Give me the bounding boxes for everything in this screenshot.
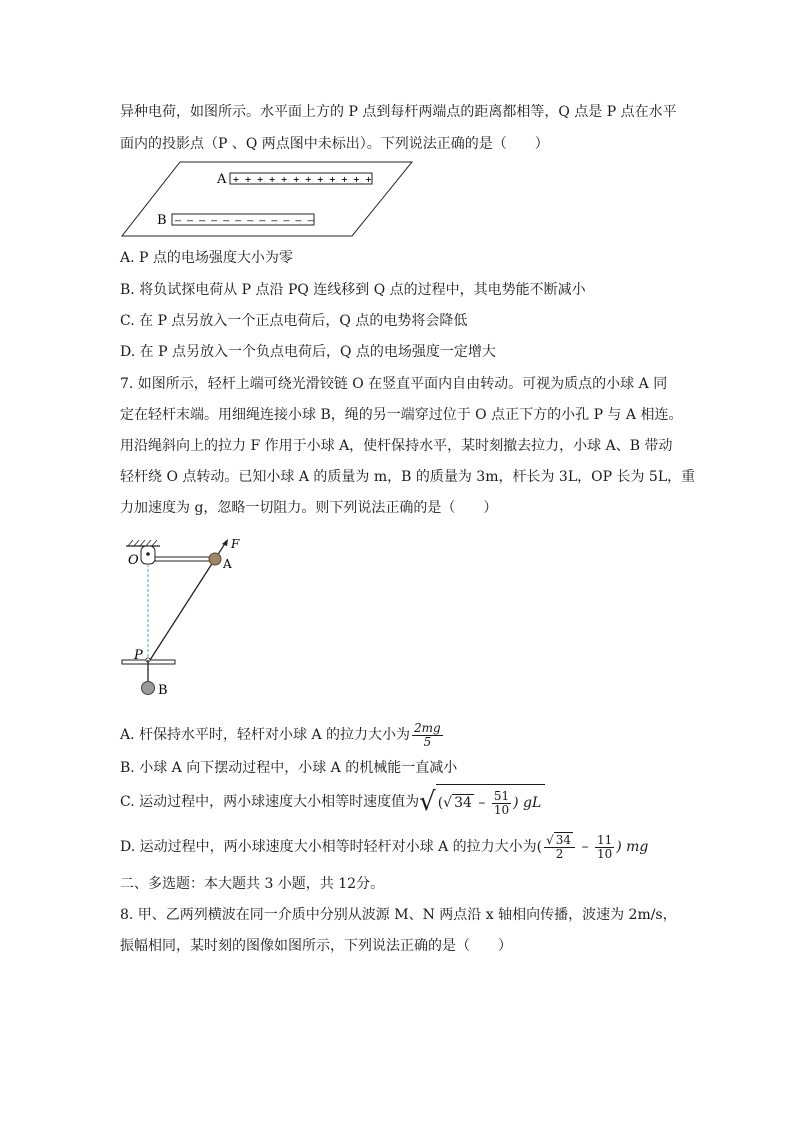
q7-option-a: [120, 720, 445, 750]
q7-text-line2: 定在轻杆末端。用细绳连接小球 B，绳的另一端穿过位于 O 点正下方的小孔 P 与 A 相连。: [120, 407, 683, 423]
frac-num: 2mg: [414, 720, 441, 735]
section-heading-multiple-choice: 二、多选题：本大题共 3 小题，共 12分。: [120, 876, 385, 892]
frac-den: 10: [596, 846, 613, 861]
q6-option-c: C. 在 P 点另放入一个正点电荷后，Q 点的电势将会降低: [120, 313, 468, 329]
minus-sign: –: [581, 839, 589, 855]
inner-radicand: 34: [454, 795, 472, 811]
radicand: (√ 34 – $\frac{51}{10}$ ) gL: [436, 784, 546, 820]
rod-pulley-figure: [118, 532, 248, 702]
q6-option-b: B. 将负试探电荷从 P 点沿 PQ 连线移到 Q 点的过程中，其电势能不断减小: [120, 282, 586, 298]
q7-option-d-text: D. 运动过程中，两小球速度大小相等时轻杆对小球 A 的拉力大小为(: [120, 839, 543, 855]
rod-b-charges: – – – – – – – – – – – –: [175, 215, 314, 227]
q7-option-b: B. 小球 A 向下摆动过程中，小球 A 的机械能一直减小: [120, 760, 458, 776]
label-a: A: [223, 557, 232, 571]
radicand: 34: [555, 832, 572, 847]
q7-text-line5: 力加速度为 g，忽略一切阻力。则下列说法正确的是（ ）: [120, 500, 498, 516]
q8-text-line1: 8. 甲、乙两列横波在同一介质中分别从波源 M、N 两点沿 x 轴相向传播，波速为 2m/s，: [120, 907, 677, 923]
frac-den: 2: [555, 846, 564, 861]
q7-text-line1: 7. 如图所示，轻杆上端可绕光滑铰链 O 在竖直平面内自由转动。可视为质点的小球 A 同: [120, 376, 668, 392]
q6-text-line1: 异种电荷，如图所示。水平面上方的 P 点到每杆两端点的距离都相等，Q 点是 P 点在水平: [120, 104, 677, 120]
ball-b: [142, 682, 155, 695]
q7-text-line4: 轻杆绕 O 点转动。已知小球 A 的质量为 m，B 的质量为 3m，杆长为 3L，OP 长为 5L，重: [120, 469, 696, 485]
q6-option-d: D. 在 P 点另放入一个负点电荷后，Q 点的电场强度一定增大: [120, 344, 496, 360]
q7-option-d: [120, 830, 648, 864]
rod-a-charges: + + + + + + + + + + + +: [233, 174, 372, 186]
label-p: P: [134, 648, 143, 663]
q8-text-line2: 振幅相同，某时刻的图像如图所示，下列说法正确的是（ ）: [120, 938, 512, 954]
q6-option-a: A. P 点的电场强度大小为零: [120, 250, 293, 266]
q6-text-line2: 面内的投影点（P 、Q 两点图中未标出）。下列说法正确的是（ ）: [120, 136, 549, 152]
label-o: O: [128, 553, 139, 568]
tail-mg: ) mg: [616, 839, 649, 855]
q7-option-c: [120, 784, 545, 820]
fraction-51-10: [492, 790, 511, 817]
frac-num: 51: [493, 788, 510, 803]
ball-a: [209, 553, 221, 565]
label-rod-a: A: [217, 172, 227, 187]
fraction-11-10: [595, 834, 614, 861]
light-rod: [155, 557, 213, 561]
charged-rods-figure: [120, 158, 420, 240]
fraction-2mg-5: [412, 722, 443, 749]
label-rod-b: B: [157, 213, 167, 228]
fraction-sqrt34-2: [544, 834, 575, 861]
tail-gl: ) gL: [513, 795, 542, 811]
frac-den: 10: [493, 802, 510, 817]
q7-option-a-text: A. 杆保持水平时，轻杆对小球 A 的拉力大小为: [120, 727, 411, 743]
label-b: B: [158, 683, 168, 698]
q7-text-line3: 用沿绳斜向上的拉力 F 作用于小球 A，使杆保持水平，某时刻撤去拉力，小球 A、B 带动: [120, 438, 673, 454]
q7-option-c-text: C. 运动过程中，两小球速度大小相等时速度值为: [120, 794, 420, 810]
open-paren: (: [437, 795, 444, 811]
force-arrow: [222, 539, 228, 546]
rope: [150, 559, 215, 660]
sqrt-sign: √: [419, 787, 436, 817]
minus-sign: –: [478, 795, 486, 811]
frac-num: √ 34: [544, 834, 575, 848]
frac-den: 5: [423, 734, 432, 749]
frac-num: 11: [596, 832, 613, 847]
label-f: F: [231, 537, 240, 551]
